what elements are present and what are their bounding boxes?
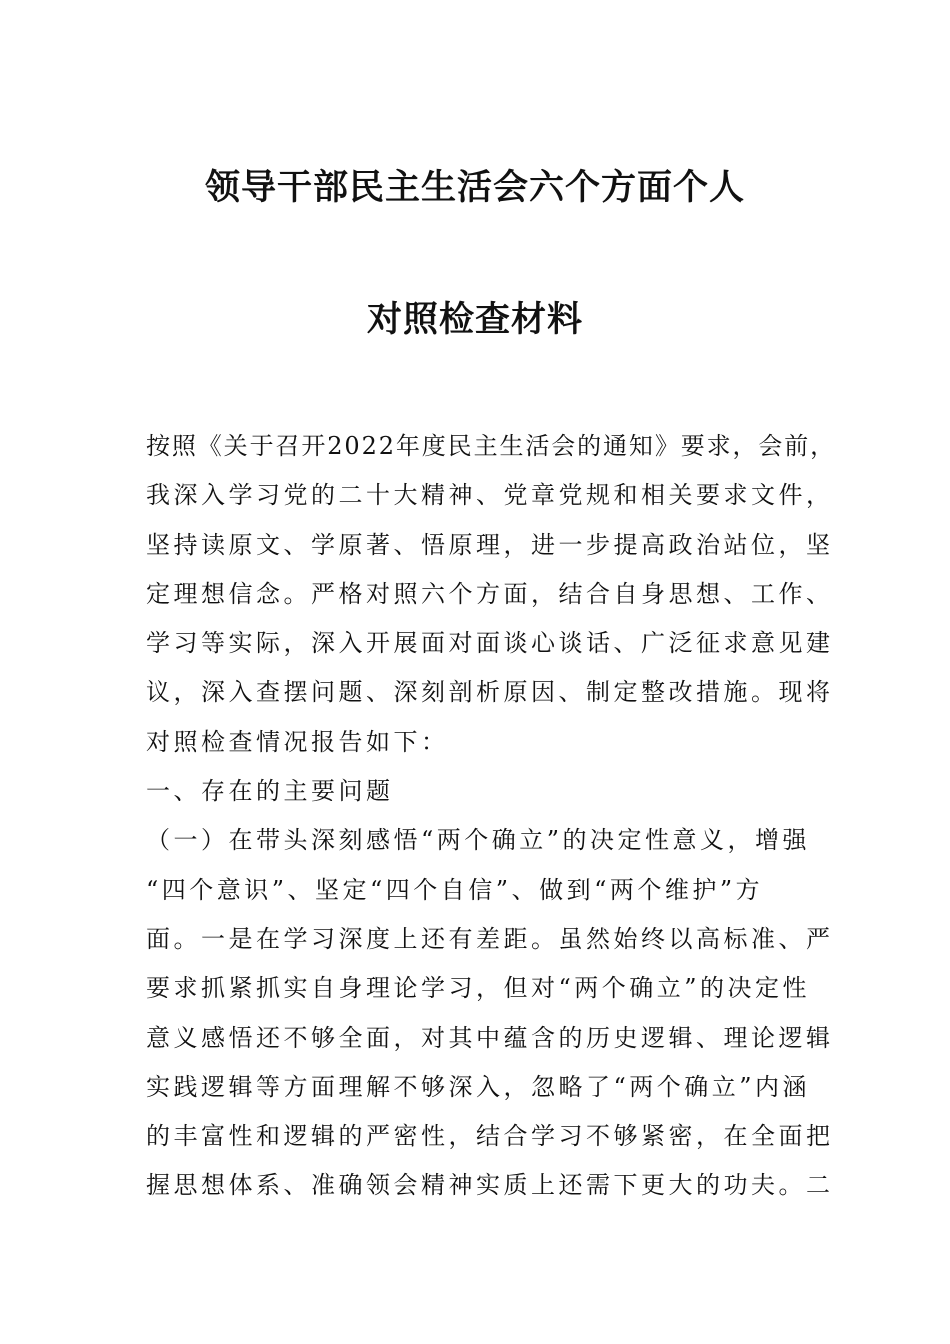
body-line: 对照检查情况报告如下： <box>146 727 449 756</box>
body-line: 定理想信念。严格对照六个方面，结合自身思想、工作、 <box>146 579 834 608</box>
body-line: 握思想体系、准确领会精神实质上还需下更大的功夫。二 <box>146 1171 834 1200</box>
body-line: 我深入学习党的二十大精神、党章党规和相关要求文件， <box>146 481 834 510</box>
section-heading: 一、存在的主要问题 <box>146 777 394 806</box>
body-line: 实践逻辑等方面理解不够深入，忽略了“两个确立”内涵 <box>146 1072 811 1101</box>
body-line: 意义感悟还不够全面，对其中蕴含的历史逻辑、理论逻辑 <box>146 1023 834 1052</box>
document-title-line-1: 领导干部民主生活会六个方面个人 <box>204 167 745 208</box>
body-line: 的丰富性和逻辑的严密性，结合学习不够紧密，在全面把 <box>146 1122 834 1151</box>
body-line: “四个意识”、坚定“四个自信”、做到“两个维护”方 <box>146 875 764 904</box>
body-line: 面。一是在学习深度上还有差距。虽然始终以高标准、严 <box>146 924 834 953</box>
body-line: 议，深入查摆问题、深刻剖析原因、制定整改措施。现将 <box>146 678 834 707</box>
body-line: 学习等实际，深入开展面对面谈心谈话、广泛征求意见建 <box>146 629 834 658</box>
body-line: 要求抓紧抓实自身理论学习，但对“两个确立”的决定性 <box>146 974 811 1003</box>
body-line: 按照《关于召开2022年度民主生活会的通知》要求，会前， <box>146 432 837 460</box>
document-title-line-2: 对照检查材料 <box>366 299 583 340</box>
body-line: 坚持读原文、学原著、悟原理，进一步提高政治站位，坚 <box>146 530 834 559</box>
document-body <box>146 422 836 1211</box>
body-line: （一）在带头深刻感悟“两个确立”的决定性意义，增强 <box>146 826 811 855</box>
